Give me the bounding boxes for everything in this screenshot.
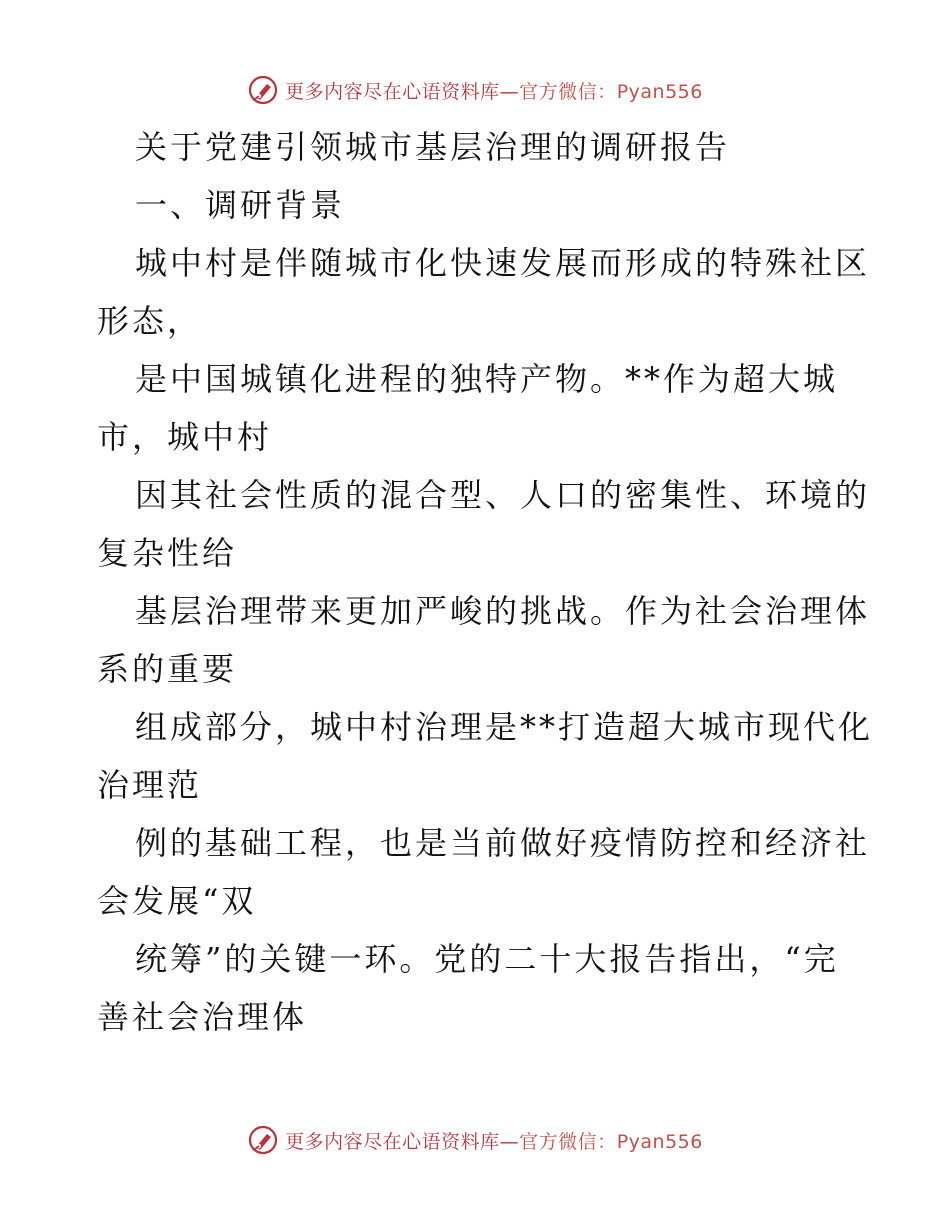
header-banner bbox=[0, 70, 950, 110]
paragraph-line: 形态， bbox=[97, 302, 203, 340]
paragraph-line: 组成部分，城中村治理是**打造超大城市现代化 bbox=[135, 708, 874, 746]
banner-wechat-id: Pyan556 bbox=[616, 1130, 703, 1153]
banner-text bbox=[285, 1127, 703, 1154]
banner-main-text: 更多内容尽在心语资料库 bbox=[285, 1130, 500, 1153]
banner-wechat-label: 官方微信： bbox=[519, 1130, 617, 1153]
document-body bbox=[97, 118, 874, 1046]
pen-nib-circle-icon bbox=[247, 74, 279, 106]
paragraph-line: 会发展“双 bbox=[97, 882, 257, 920]
paragraph-line: 系的重要 bbox=[97, 650, 238, 688]
banner-wechat-id: Pyan556 bbox=[616, 80, 703, 103]
paragraph-line: 是中国城镇化进程的独特产物。**作为超大城 bbox=[135, 360, 839, 398]
banner-separator: — bbox=[499, 80, 520, 103]
banner-separator: — bbox=[499, 1130, 520, 1153]
paragraph-line: 复杂性给 bbox=[97, 534, 238, 572]
paragraph-line: 基层治理带来更加严峻的挑战。作为社会治理体 bbox=[135, 592, 871, 630]
paragraph-line: 善社会治理体 bbox=[97, 998, 308, 1036]
paragraph-line: 统筹”的关键一环。党的二十大报告指出，“完 bbox=[135, 940, 839, 978]
banner-text bbox=[285, 77, 703, 104]
footer-banner bbox=[0, 1120, 950, 1160]
paragraph-line: 城中村是伴随城市化快速发展而形成的特殊社区 bbox=[135, 244, 871, 282]
pen-nib-circle-icon bbox=[247, 1124, 279, 1156]
banner-wechat-label: 官方微信： bbox=[519, 80, 617, 103]
paragraph-line: 治理范 bbox=[97, 766, 203, 804]
section-heading: 一、调研背景 bbox=[135, 186, 346, 224]
paragraph-line: 例的基础工程，也是当前做好疫情防控和经济社 bbox=[135, 824, 871, 862]
paragraph-line: 市，城中村 bbox=[97, 418, 273, 456]
banner-main-text: 更多内容尽在心语资料库 bbox=[285, 80, 500, 103]
document-title: 关于党建引领城市基层治理的调研报告 bbox=[135, 128, 731, 166]
paragraph-line: 因其社会性质的混合型、人口的密集性、环境的 bbox=[135, 476, 871, 514]
